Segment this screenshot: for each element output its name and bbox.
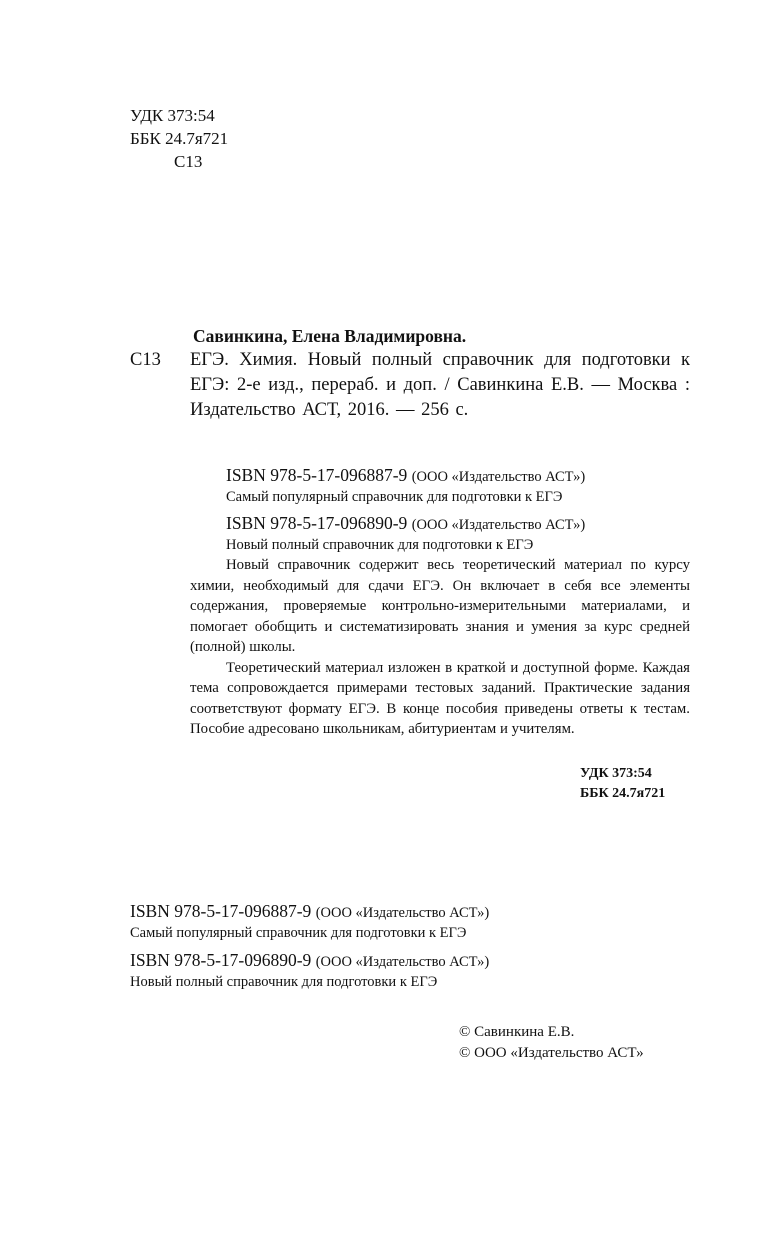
isbn-description: Новый полный справочник для подготовки к ЕГЭ <box>130 974 438 990</box>
bottom-isbn-list <box>130 900 690 998</box>
cutter-code: С13 <box>174 152 203 171</box>
isbn-description: Новый полный справочник для подготовки к ЕГЭ <box>226 537 534 553</box>
record-title: ЕГЭ. Химия. Новый полный справочник для подготовки к ЕГЭ: 2-е изд., перераб. и доп. / Савинкина Е.В. — Москва : Издательство АСТ, 2016. — 256 с. <box>190 350 690 420</box>
record-cutter-code: С13 <box>130 350 161 370</box>
copyright-author: © Савинкина Е.В. <box>459 1024 575 1040</box>
record-author: Савинкина, Елена Владимировна. <box>193 326 467 346</box>
abstract-paragraph: Теоретический материал изложен в краткой и доступной форме. Каждая тема сопровождается примерами тестовых заданий. Практические задания соответствуют формату ЕГЭ. В конце пособия приведены ответы к тестам. Пособие адресовано школьникам, абитуриентам и учителям. <box>190 659 690 737</box>
isbn-number: ISBN 978-5-17-096890-9 <box>226 513 408 533</box>
isbn-entry <box>130 900 690 943</box>
isbn-description: Самый популярный справочник для подготовки к ЕГЭ <box>226 489 563 505</box>
record-bbk-code: ББК 24.7я721 <box>580 786 666 801</box>
record-abstract <box>190 555 690 740</box>
isbn-number: ISBN 978-5-17-096887-9 <box>226 465 408 485</box>
isbn-publisher: (ООО «Издательство АСТ») <box>315 954 490 970</box>
copyright-publisher: © ООО «Издательство АСТ» <box>459 1045 644 1061</box>
record-classification-codes <box>580 764 690 804</box>
copyright-block <box>459 1022 644 1064</box>
top-classification-codes <box>130 104 228 173</box>
isbn-number: ISBN 978-5-17-096890-9 <box>130 950 312 970</box>
bbk-code: ББК 24.7я721 <box>130 129 229 148</box>
isbn-description: Самый популярный справочник для подготовки к ЕГЭ <box>130 925 467 941</box>
isbn-publisher: (ООО «Издательство АСТ») <box>411 469 586 485</box>
isbn-entry <box>130 949 690 992</box>
record-udk-code: УДК 373:54 <box>580 766 652 781</box>
record-isbn-list <box>226 464 696 560</box>
isbn-entry <box>226 464 696 507</box>
isbn-entry <box>226 512 696 555</box>
isbn-number: ISBN 978-5-17-096887-9 <box>130 901 312 921</box>
isbn-publisher: (ООО «Издательство АСТ») <box>315 905 490 921</box>
abstract-paragraph: Новый справочник содержит весь теоретический материал по курсу химии, необходимый для сдачи ЕГЭ. Он включает в себя все элементы содержания, проверяемые контрольно-измерительными материалами, и помогает обобщить и систематизировать знания и умения за курс средней (полной) школы. <box>190 557 690 655</box>
isbn-publisher: (ООО «Издательство АСТ») <box>411 517 586 533</box>
udk-code: УДК 373:54 <box>130 106 215 125</box>
